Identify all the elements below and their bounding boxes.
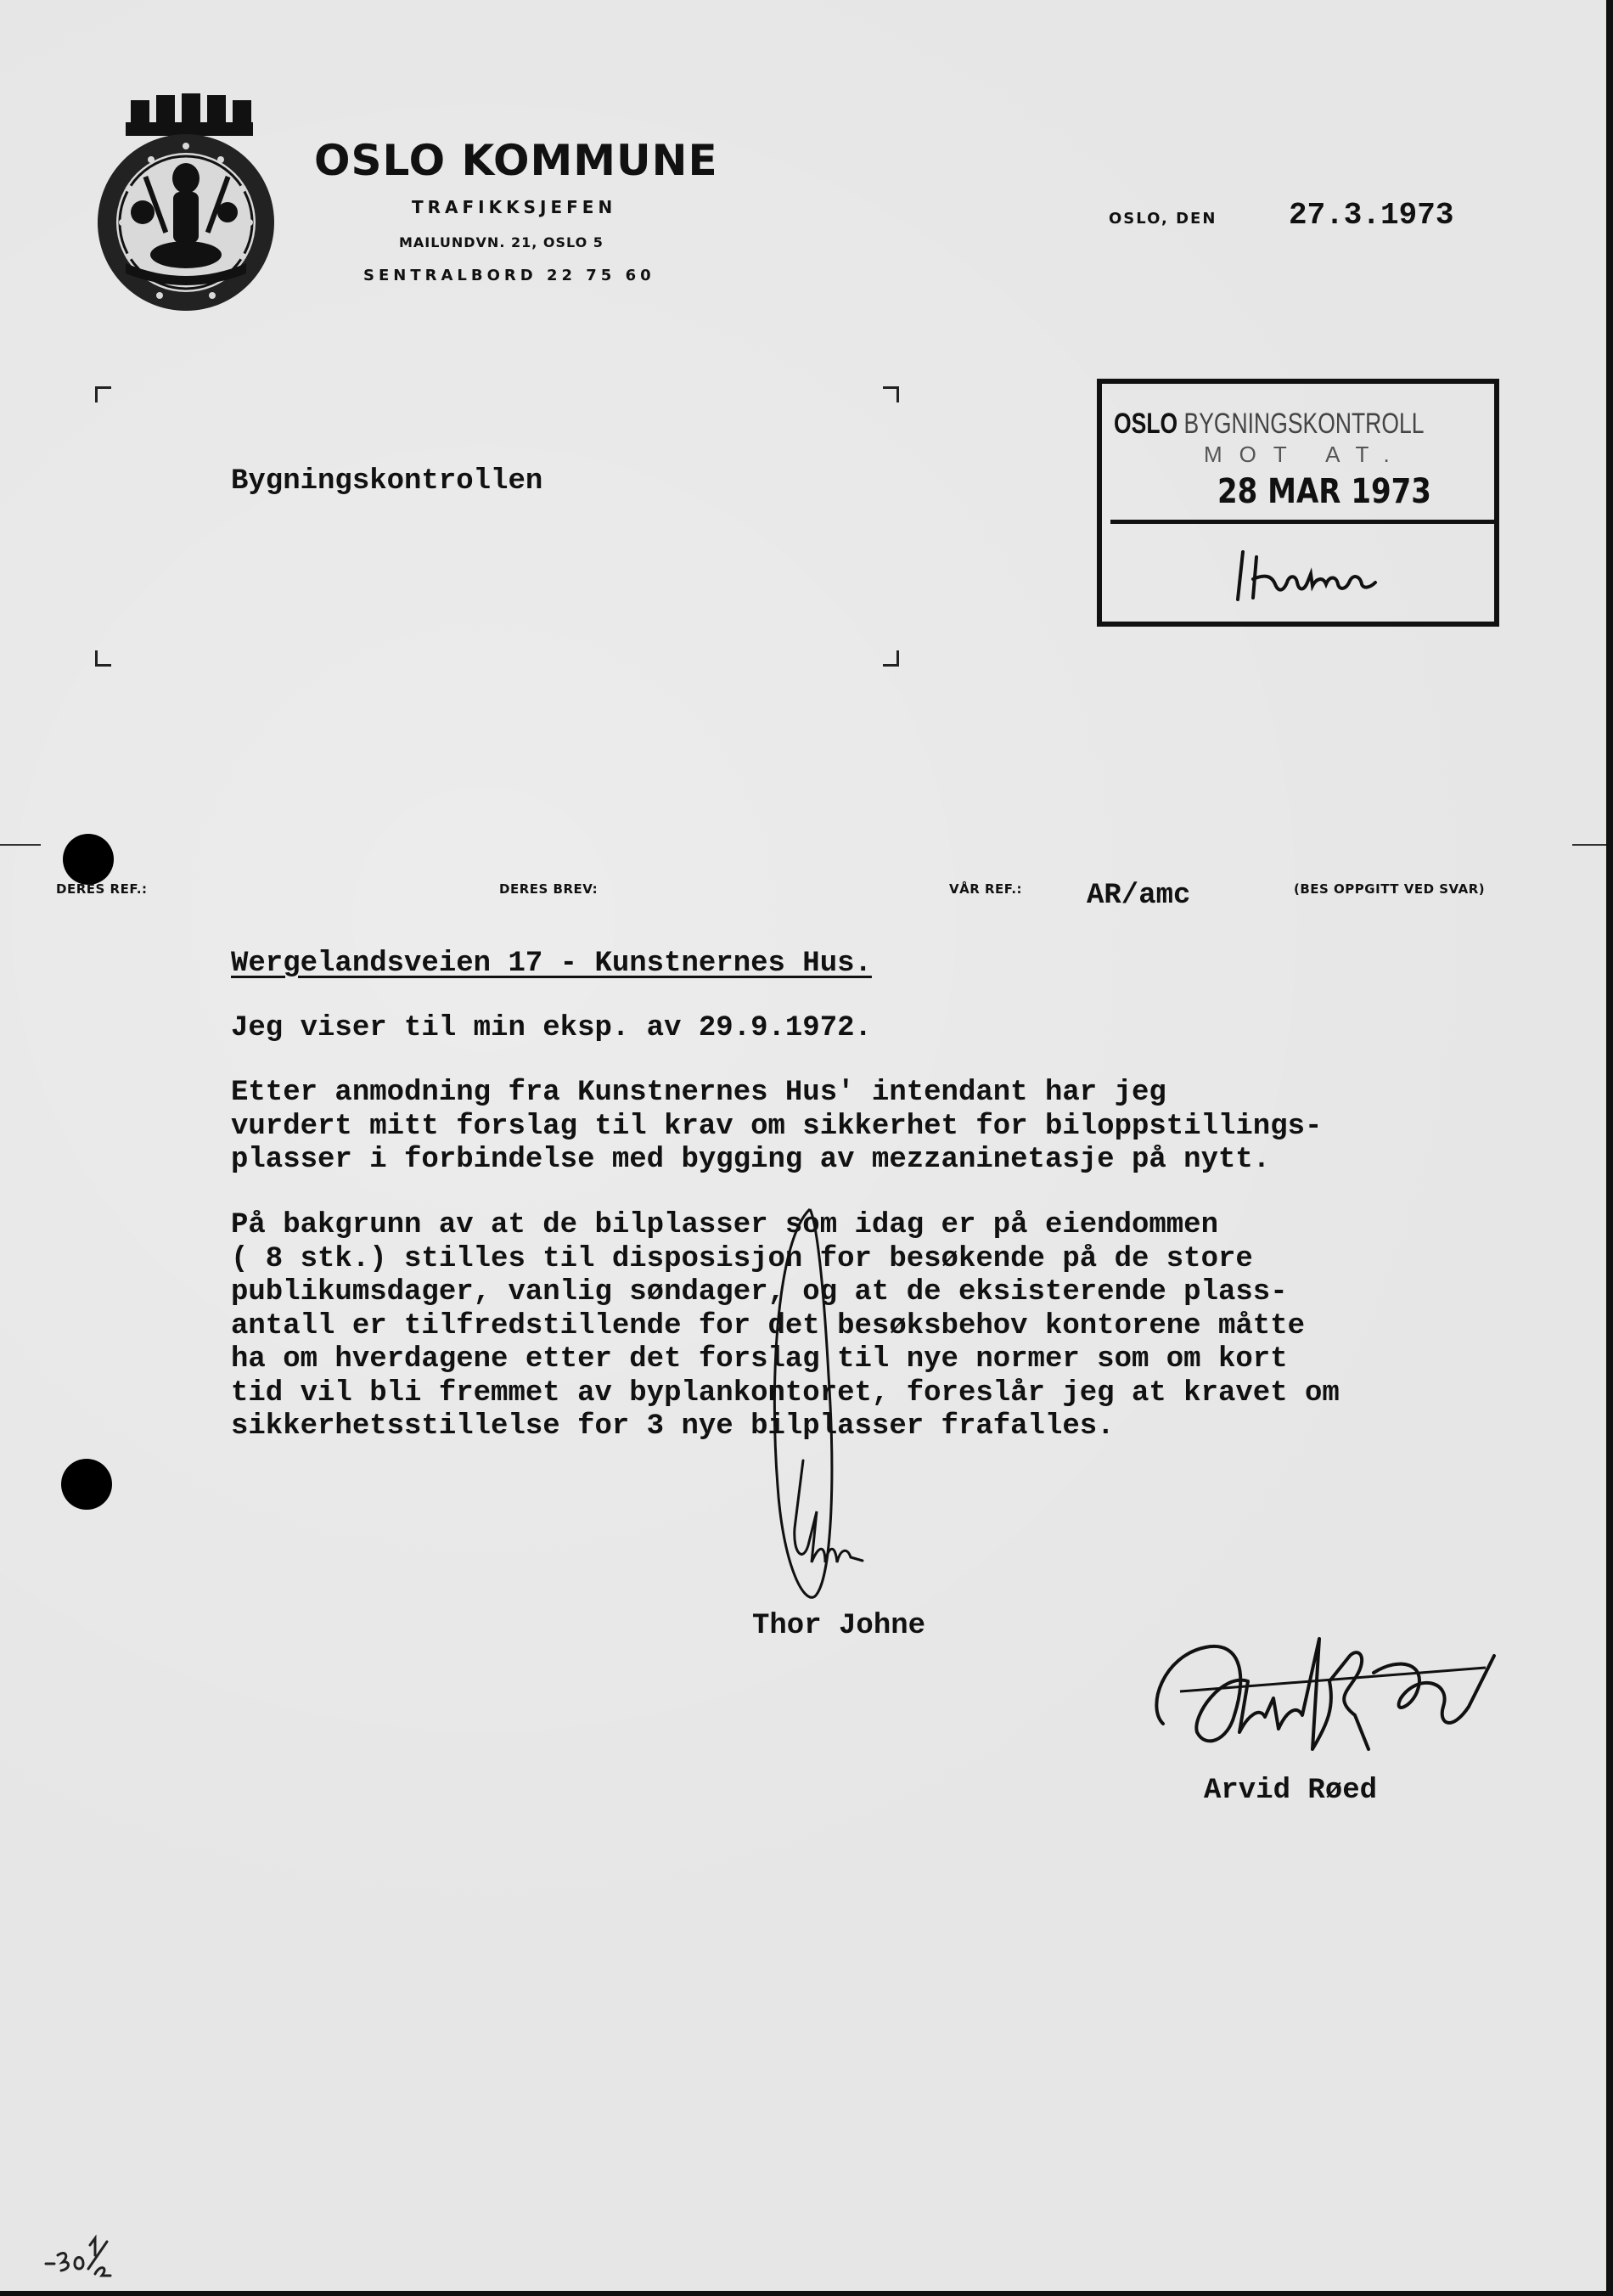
address-window-corner-icon	[883, 650, 899, 667]
stamp-office	[1114, 408, 1424, 441]
archive-mark-icon	[44, 2230, 112, 2277]
oslo-city-seal-icon	[92, 93, 280, 316]
address-window-corner-icon	[95, 650, 111, 667]
recipient-name: Bygningskontrollen	[231, 465, 543, 498]
signature-thor-johne-icon	[744, 1206, 871, 1613]
stamp-divider	[1110, 520, 1494, 524]
postal-address: MAILUNDVN. 21, OSLO 5	[399, 234, 604, 250]
organization-name: OSLO KOMMUNE	[314, 136, 718, 185]
punch-hole	[63, 834, 114, 885]
fold-mark	[0, 844, 41, 846]
signatory-second: Arvid Røed	[1204, 1775, 1378, 1807]
paragraph-reference: Jeg viser til min eksp. av 29.9.1972.	[231, 1012, 872, 1044]
department-name: TRAFIKKSJEFEN	[412, 197, 617, 217]
stamp-office-bold: OSLO	[1114, 408, 1178, 440]
received-stamp	[1097, 379, 1499, 627]
stamp-received-date: 28 MAR 1973	[1217, 472, 1431, 511]
our-ref-label: VÅR REF.:	[949, 881, 1023, 897]
scan-edge	[1606, 0, 1613, 2296]
address-window-corner-icon	[883, 386, 899, 402]
paragraph-conclusion: På bakgrunn av at de bilplasser som idag er på eiendommen ( 8 stk.) stilles til disposisjon for besøkende på de store publikumsdager, vanlig søndager, og at de eksisterende plass- antall er tilfredstillende for det besøksbehov kontorene måtte ha om hverdagene etter det forslag til nye normer som om kort tid vil bli fremmet av byplankontoret, foreslår jeg at kravet om sikkerhetsstillelse for 3 nye bilplasser frafalles.	[231, 1209, 1340, 1443]
your-ref-label: DERES REF.:	[56, 881, 148, 897]
letter-date: 27.3.1973	[1289, 198, 1454, 233]
quote-reference-note: (BES OPPGITT VED SVAR)	[1294, 881, 1486, 897]
switchboard-number: SENTRALBORD 22 75 60	[363, 267, 655, 284]
our-ref-value: AR/amc	[1087, 880, 1191, 912]
handler-signature-icon	[1228, 545, 1380, 605]
stamp-office-rest: BYGNINGSKONTROLL	[1183, 408, 1425, 440]
signature-arvid-roed-icon	[1146, 1622, 1503, 1783]
address-window-corner-icon	[95, 386, 111, 402]
fold-mark	[1572, 844, 1610, 846]
letter-subject: Wergelandsveien 17 - Kunstnernes Hus.	[231, 948, 872, 980]
signatory-first: Thor Johne	[752, 1610, 926, 1642]
stamp-received-label: MOT AT.	[1204, 442, 1407, 467]
your-letter-label: DERES BREV:	[499, 881, 599, 897]
paragraph-request: Etter anmodning fra Kunstnernes Hus' intendant har jeg vurdert mitt forslag til krav om sikkerhet for biloppstillings- plasser i forbindelse med bygging av mezzaninetasje på nytt.	[231, 1077, 1323, 1176]
punch-hole	[61, 1459, 112, 1510]
date-place-label: OSLO, DEN	[1109, 210, 1217, 228]
scan-edge	[0, 2291, 1613, 2296]
